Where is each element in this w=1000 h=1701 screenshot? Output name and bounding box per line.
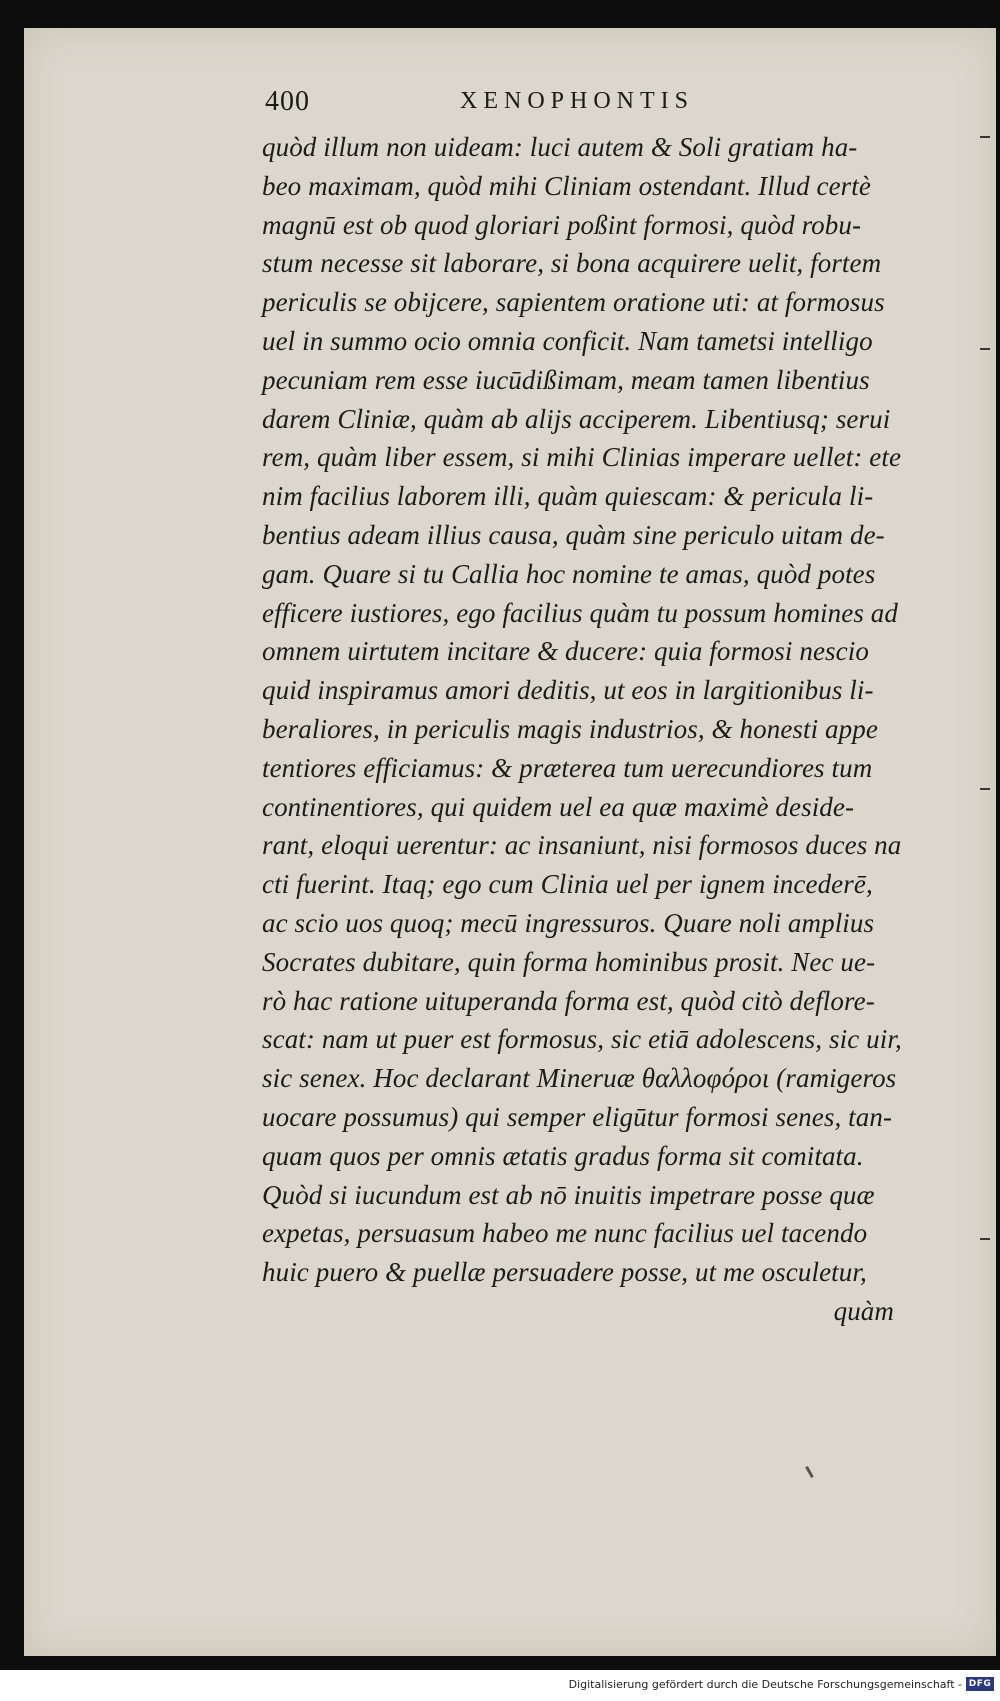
text-line: beraliores, in periculis magis industrios, & honesti appe: [262, 713, 878, 744]
text-line: omnem uirtutem incitare & ducere: quia formosi nescio: [262, 636, 869, 667]
text-line: periculis se obijcere, sapientem oratione uti: at formosus: [262, 287, 885, 318]
text-line: continentiores, qui quidem uel ea quæ maximè deside-: [262, 791, 855, 822]
dfg-logo[interactable]: DFG: [966, 1677, 994, 1691]
text-line: beo maximam, quòd mihi Cliniam ostendant. Illud certè: [262, 170, 871, 201]
text-line: rò hac ratione uituperanda forma est, quòd citò deflore-: [262, 985, 875, 1016]
text-line: gam. Quare si tu Callia hoc nomine te amas, quòd potes: [262, 558, 876, 589]
text-line: huic puero & puellæ persuadere posse, ut me osculetur,: [262, 1257, 867, 1288]
page-edge-mark: [980, 788, 990, 790]
text-line: stum necesse sit laborare, si bona acquirere uelit, fortem: [262, 248, 882, 279]
catchword: quàm: [833, 1295, 894, 1326]
text-line: quid inspiramus amori deditis, ut eos in largitionibus li-: [262, 675, 874, 706]
digitization-credit: Digitalisierung gefördert durch die Deutsche Forschungsgemeinschaft -: [568, 1678, 962, 1691]
page-number: 400: [265, 86, 310, 117]
page-edge-mark: [980, 1238, 990, 1240]
text-line: cti fuerint. Itaq; ego cum Clinia uel per ignem incederē,: [262, 869, 873, 900]
body-text: [262, 128, 962, 1331]
text-line: Socrates dubitare, quin forma hominibus prosit. Nec ue-: [262, 946, 876, 977]
text-line: scat: nam ut puer est formosus, sic etiā adolescens, sic uir,: [262, 1024, 902, 1055]
text-line: nim facilius laborem illi, quàm quiescam: & pericula li-: [262, 481, 874, 512]
text-line: uel in summo ocio omnia conficit. Nam tametsi intelligo: [262, 325, 873, 356]
text-line: rant, eloqui uerentur: ac insaniunt, nisi formosos duces na: [262, 830, 902, 861]
running-title: XENOPHONTIS: [460, 88, 694, 114]
text-line: quam quos per omnis ætatis gradus forma sit comitata.: [262, 1140, 864, 1171]
page-edge-mark: [980, 348, 990, 350]
text-line: Quòd si iucundum est ab nō inuitis impetrare posse quæ: [262, 1179, 875, 1210]
text-line: uocare possumus) qui semper eligūtur formosi senes, tan-: [262, 1101, 893, 1132]
page-edge-mark: [980, 136, 990, 138]
text-line: sic senex. Hoc declarant Mineruæ θαλλοφόροι (ramigeros: [262, 1063, 897, 1094]
text-line: efficere iustiores, ego facilius quàm tu possum homines ad: [262, 597, 898, 628]
text-line: darem Cliniæ, quàm ab alijs acciperem. Libentiusq; serui: [262, 403, 891, 434]
footer-bar: [0, 1670, 1000, 1701]
text-line: pecuniam rem esse iucūdißimam, meam tamen libentius: [262, 364, 870, 395]
text-line: expetas, persuasum habeo me nunc facilius uel tacendo: [262, 1218, 868, 1249]
text-line: tentiores efficiamus: & præterea tum uerecundiores tum: [262, 752, 873, 783]
text-line: ac scio uos quoq; mecū ingressuros. Quare noli amplius: [262, 907, 875, 938]
text-line: magnū est ob quod gloriari poßint formosi, quòd robu-: [262, 209, 862, 240]
text-line: rem, quàm liber essem, si mihi Clinias imperare uellet: ete: [262, 442, 902, 473]
text-line: bentius adeam illius causa, quàm sine periculo uitam de-: [262, 519, 885, 550]
page-header: [265, 86, 785, 126]
text-line: quòd illum non uideam: luci autem & Soli gratiam ha-: [262, 132, 858, 162]
